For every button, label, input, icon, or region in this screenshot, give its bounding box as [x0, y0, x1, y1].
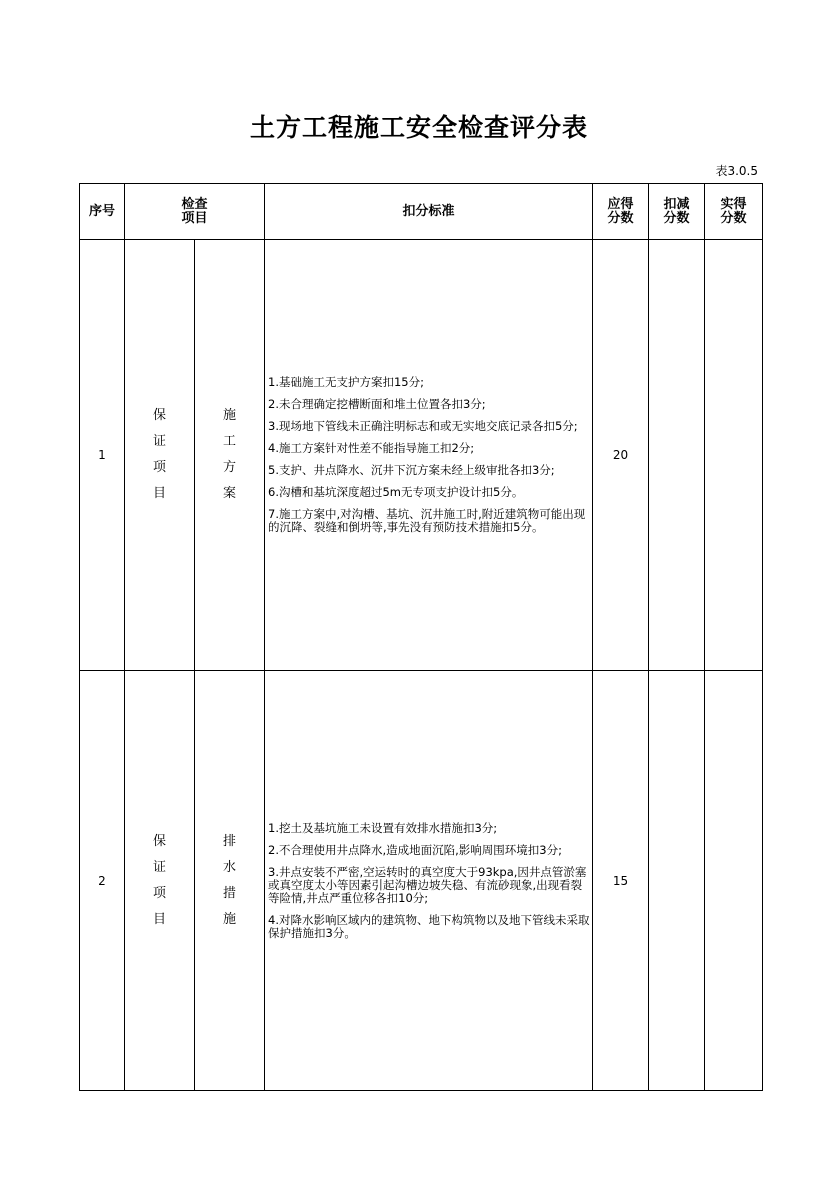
table-number: 表3.0.5 [715, 164, 758, 178]
header-seq: 序号 [80, 184, 125, 240]
header-deduct-score: 扣减 分数 [649, 184, 705, 240]
score-table [79, 183, 763, 1091]
row-due-score: 20 [593, 240, 649, 671]
row-seq: 1 [80, 240, 125, 671]
row-criteria: 1.挖土及基坑施工未设置有效排水措施扣3分; 2.不合理使用井点降水,造成地面沉陷,影响周围环境扣3分; 3.井点安装不严密,空运转时的真空度大于93kpa,因井点管淤塞或真空度太小等因素引起沟槽边坡失稳、有流砂现象,出现看裂等险情,井点严重位移各扣10分; 4.对降水影响区域内的建筑物、地下构筑物以及地下管线未采取保护措施扣3分。 [265, 671, 593, 1091]
page-title: 土方工程施工安全检查评分表 [249, 113, 588, 142]
table-row [80, 240, 763, 671]
row-category: 保 证 项 目 [125, 240, 195, 671]
header-row [80, 184, 763, 240]
row-category: 保 证 项 目 [125, 671, 195, 1091]
header-criteria: 扣分标准 [265, 184, 593, 240]
row-criteria: 1.基础施工无支护方案扣15分; 2.未合理确定挖槽断面和堆土位置各扣3分; 3.现场地下管线未正确注明标志和或无实地交底记录各扣5分; 4.施工方案针对性差不能指导施工扣2分; 5.支护、井点降水、沉井下沉方案未经上级审批各扣3分; 6.沟槽和基坑深度超过5m无专项支护设计扣5分。 7.施工方案中,对沟槽、基坑、沉井施工时,附近建筑物可能出现的沉降、裂缝和倒坍等,事先没有预防技术措施扣5分。 [265, 240, 593, 671]
header-item: 检查 项目 [125, 184, 265, 240]
header-actual-score: 实得 分数 [705, 184, 763, 240]
row-actual-score[interactable] [705, 671, 763, 1091]
row-due-score: 15 [593, 671, 649, 1091]
row-deduct-score[interactable] [649, 671, 705, 1091]
row-check-item: 施 工 方 案 [195, 240, 265, 671]
table-row [80, 671, 763, 1091]
header-due-score: 应得 分数 [593, 184, 649, 240]
row-deduct-score[interactable] [649, 240, 705, 671]
row-check-item: 排 水 措 施 [195, 671, 265, 1091]
row-actual-score[interactable] [705, 240, 763, 671]
row-seq: 2 [80, 671, 125, 1091]
